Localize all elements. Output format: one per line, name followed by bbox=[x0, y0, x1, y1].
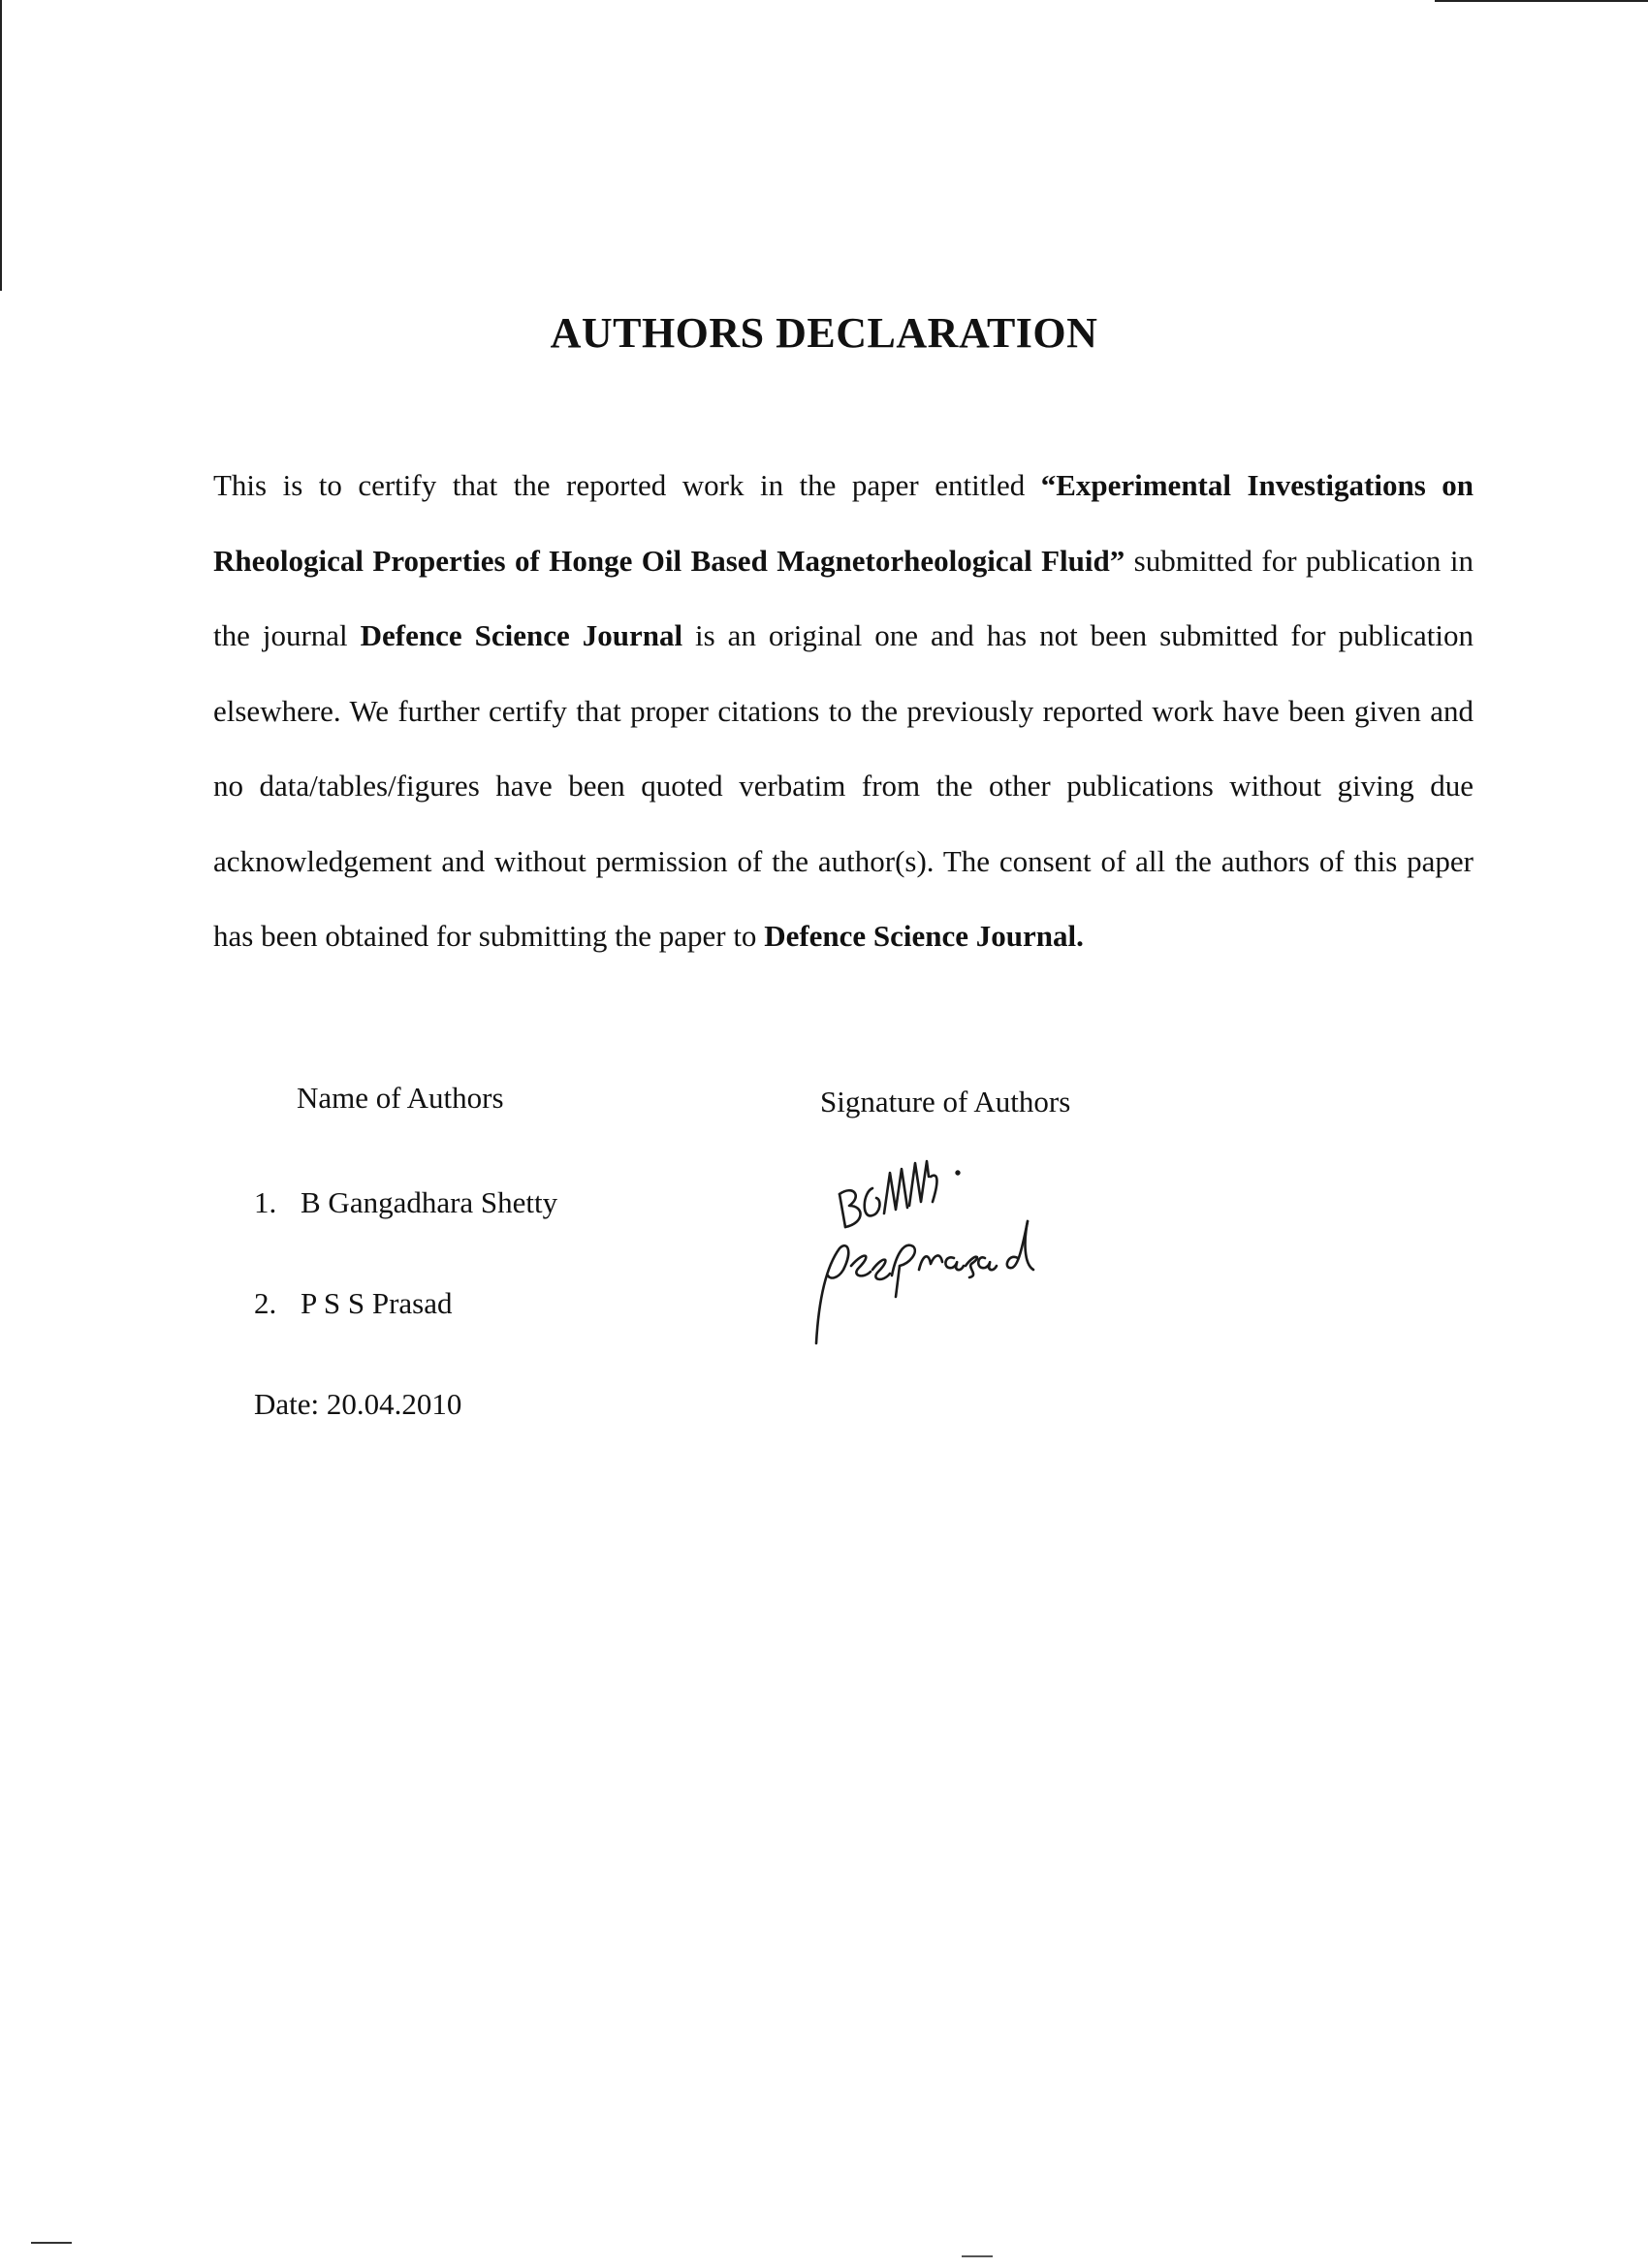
signature-2 bbox=[816, 1221, 1033, 1343]
scan-mark bbox=[31, 2242, 72, 2244]
scan-edge-top bbox=[1435, 0, 1648, 2]
declaration-text: is an original one and has not been submitted for publication elsewhere. We further certify that proper citations to the previously reported work have been given and no data/tables/figures have been quoted verbatim from the other publications without giving due acknowledgement and without permission of the author(s). The consent of all the authors of this paper has been obtained for submitting the paper to bbox=[213, 618, 1474, 953]
author-entry-1 bbox=[254, 1185, 557, 1220]
author-name: P S S Prasad bbox=[301, 1286, 453, 1320]
declaration-date: Date: 20.04.2010 bbox=[254, 1387, 462, 1421]
author-entry-2 bbox=[254, 1286, 452, 1321]
declaration-paragraph bbox=[213, 448, 1474, 974]
name-of-authors-heading: Name of Authors bbox=[297, 1081, 504, 1115]
signature-1 bbox=[840, 1161, 959, 1227]
declaration-text: This is to certify that the reported work in the paper entitled bbox=[213, 468, 1041, 502]
journal-name: Defence Science Journal bbox=[360, 618, 683, 652]
scan-edge-left bbox=[0, 0, 2, 291]
page-title: AUTHORS DECLARATION bbox=[550, 309, 1098, 357]
declaration-text: . bbox=[1076, 919, 1084, 953]
paper-title: “Experimental Investigations on Rheological Properties of Honge Oil Based Magnetorheological Fluid” bbox=[213, 468, 1474, 578]
author-number: 1. bbox=[254, 1185, 277, 1219]
author-number: 2. bbox=[254, 1286, 277, 1320]
declaration-text: submitted for publication in the journal bbox=[213, 543, 1474, 652]
scan-mark bbox=[962, 2255, 993, 2257]
journal-name: Defence Science Journal bbox=[764, 919, 1077, 953]
signature-of-authors-heading: Signature of Authors bbox=[820, 1085, 1071, 1118]
handwritten-signatures bbox=[795, 1134, 1086, 1367]
author-name: B Gangadhara Shetty bbox=[301, 1185, 558, 1219]
